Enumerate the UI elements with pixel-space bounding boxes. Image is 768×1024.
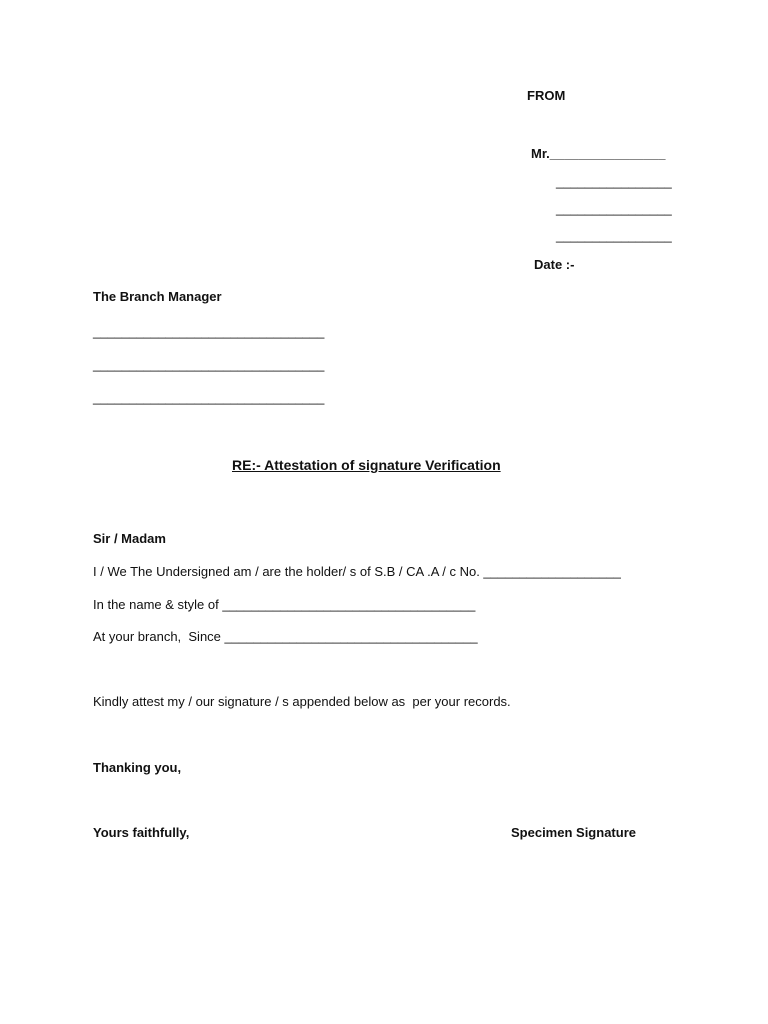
sender-address-line-2: ________________ xyxy=(556,201,672,216)
recipient-address-line-3: ________________________________ xyxy=(93,390,325,405)
specimen-signature-label: Specimen Signature xyxy=(511,825,636,840)
sender-address-line-3: ________________ xyxy=(556,228,672,243)
body-line-name-style: In the name & style of ___________________________________ xyxy=(93,597,476,612)
sender-address-line-1: ________________ xyxy=(556,174,672,189)
recipient-address-line-1: ________________________________ xyxy=(93,324,325,339)
date-label: Date :- xyxy=(534,257,575,272)
recipient-address-line-2: ________________________________ xyxy=(93,357,325,372)
body-line-branch-since: At your branch, Since ___________________________________ xyxy=(93,629,478,644)
sender-name-line: Mr.________________ xyxy=(531,146,666,161)
subject-line: RE:- Attestation of signature Verification xyxy=(232,457,501,473)
from-heading: FROM xyxy=(527,88,566,103)
body-request: Kindly attest my / our signature / s appended below as per your records. xyxy=(93,694,511,709)
thanks-line: Thanking you, xyxy=(93,760,182,775)
body-line-account: I / We The Undersigned am / are the holder/ s of S.B / CA .A / c No. ___________________ xyxy=(93,564,621,579)
closing-line: Yours faithfully, xyxy=(93,825,190,840)
salutation: Sir / Madam xyxy=(93,531,166,546)
recipient-heading: The Branch Manager xyxy=(93,289,222,304)
